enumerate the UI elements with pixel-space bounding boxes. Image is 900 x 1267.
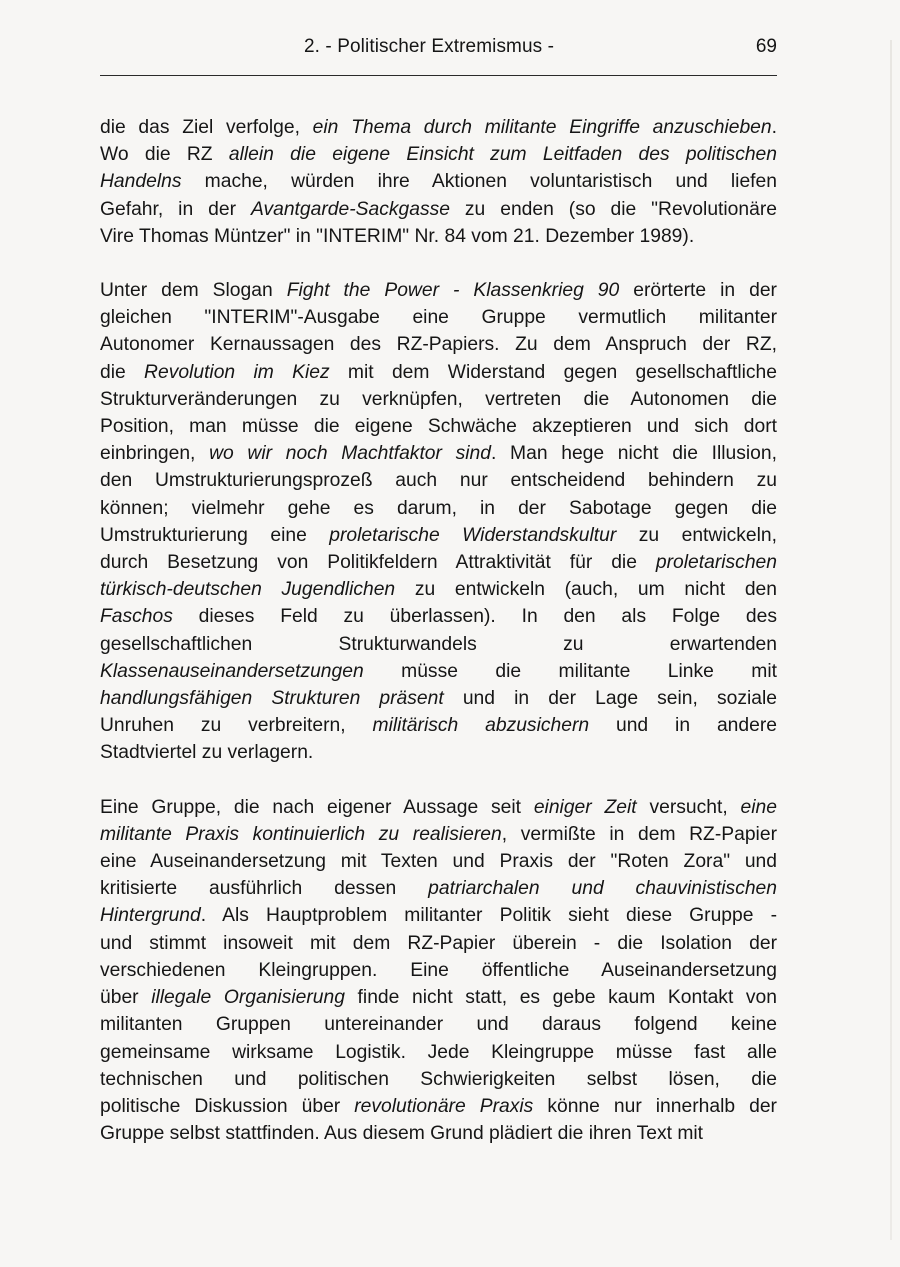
italic-text: militante Praxis kontinuierlich zu realisieren: [100, 823, 502, 845]
text-line: [100, 440, 777, 467]
text-run: und in der Lage sein, soziale: [443, 688, 777, 710]
text-line: [100, 576, 777, 603]
text-run: zu entwickeln (auch, um nicht den: [395, 579, 777, 601]
text-line: [100, 1066, 777, 1093]
text-line: [100, 304, 777, 331]
italic-text: patriarchalen und chauvinistischen: [428, 878, 778, 900]
text-run: und in andere: [589, 715, 777, 737]
text-line: [100, 549, 777, 576]
italic-text: proletarische Widerstandskultur: [329, 524, 617, 546]
text-run: mit dem Widerstand gegen gesellschaftliche: [329, 361, 777, 383]
paragraph: [100, 794, 777, 1148]
text-line: [100, 495, 777, 522]
text-line: [100, 712, 777, 739]
text-run: Wo die RZ: [100, 144, 229, 166]
italic-text: proletarischen: [655, 552, 777, 574]
italic-text: Revolution im Kiez: [144, 361, 330, 383]
text-line: [100, 196, 777, 223]
text-run: Vire Thomas Müntzer" in "INTERIM" Nr. 84 vom 21. Dezember 1989).: [100, 225, 695, 247]
italic-text: eine: [740, 796, 777, 818]
text-run: könne nur innerhalb der: [533, 1095, 777, 1117]
text-run: über: [100, 987, 152, 1009]
text-run: , vermißte in dem RZ-Papier: [501, 823, 777, 845]
text-run: erörterte in der: [619, 280, 777, 302]
text-line: [100, 331, 777, 358]
text-line: [100, 277, 777, 304]
italic-text: ein Thema durch militante Eingriffe anzuschieben: [312, 117, 772, 138]
chapter-title: 2. - Politischer Extremismus -: [304, 36, 555, 57]
page-number: 69: [755, 36, 777, 57]
paragraph: [100, 277, 777, 767]
text-run: Stadtviertel zu verlagern.: [100, 742, 314, 764]
text-line: [100, 794, 777, 821]
text-line: [100, 603, 777, 630]
text-run: . Man hege nicht die Illusion,: [491, 443, 777, 465]
text-line: [100, 902, 777, 929]
italic-text: Klassenauseinandersetzungen: [100, 660, 364, 682]
text-line: [100, 875, 777, 902]
page-edge-shadow: [890, 40, 892, 1240]
text-line: [100, 141, 777, 168]
italic-text: revolutionäre Praxis: [354, 1095, 534, 1117]
body-text: [100, 114, 777, 1147]
text-line: [100, 631, 777, 658]
text-run: .: [771, 117, 777, 138]
text-line: [100, 386, 777, 413]
text-run: Position, man müsse die eigene Schwäche akzeptieren und sich dort: [100, 416, 777, 438]
text-line: [100, 957, 777, 984]
text-line: [100, 984, 777, 1011]
text-run: verschiedenen Kleingruppen. Eine öffentliche Auseinandersetzung: [100, 959, 777, 981]
text-line: [100, 1093, 777, 1120]
text-run: und stimmt insoweit mit dem RZ-Papier überein - die Isolation der: [100, 932, 777, 954]
text-run: versucht,: [636, 796, 741, 818]
text-line: [100, 658, 777, 685]
running-header: [100, 36, 777, 64]
italic-text: Hintergrund: [100, 905, 201, 927]
paragraph: [100, 114, 777, 250]
text-run: Unruhen zu verbreitern,: [100, 715, 373, 737]
text-run: finde nicht statt, es gebe kaum Kontakt von: [344, 987, 777, 1009]
text-line: [100, 1120, 777, 1147]
text-run: müsse die militante Linke mit: [363, 660, 777, 682]
italic-text: militärisch abzusichern: [372, 715, 590, 737]
text-run: die: [100, 361, 145, 383]
text-line: [100, 359, 777, 386]
text-run: dieses Feld zu überlassen). In den als Folge des: [172, 606, 777, 628]
text-run: Strukturveränderungen zu verknüpfen, vertreten die Autonomen die: [100, 388, 777, 410]
text-run: gleichen "INTERIM"-Ausgabe eine Gruppe vermutlich militanter: [100, 307, 777, 329]
text-line: [100, 848, 777, 875]
italic-text: allein die eigene Einsicht zum Leitfaden des politischen: [228, 144, 778, 166]
header-rule: [100, 75, 777, 76]
text-run: Gefahr, in der: [100, 198, 251, 220]
italic-text: türkisch-deutschen Jugendlichen: [100, 579, 396, 601]
text-run: . Als Hauptproblem militanter Politik sieht diese Gruppe -: [200, 905, 777, 927]
text-run: zu entwickeln,: [616, 524, 777, 546]
text-run: kritisierte ausführlich dessen: [100, 878, 429, 900]
text-line: [100, 467, 777, 494]
text-run: einbringen,: [100, 443, 210, 465]
text-run: Unter dem Slogan: [100, 280, 287, 302]
italic-text: Faschos: [100, 606, 173, 628]
text-run: den Umstrukturierungsprozeß auch nur entscheidend behindern zu: [100, 470, 777, 492]
text-run: technischen und politischen Schwierigkeiten selbst lösen, die: [100, 1068, 777, 1090]
text-run: eine Auseinandersetzung mit Texten und Praxis der "Roten Zora" und: [100, 851, 777, 873]
text-run: Eine Gruppe, die nach eigener Aussage seit: [100, 796, 534, 818]
italic-text: Fight the Power - Klassenkrieg 90: [286, 280, 620, 302]
text-run: Gruppe selbst stattfinden. Aus diesem Grund plädiert die ihren Text mit: [100, 1123, 704, 1145]
text-run: militanten Gruppen untereinander und daraus folgend keine: [100, 1014, 777, 1036]
text-line: [100, 821, 777, 848]
italic-text: Handelns: [100, 171, 182, 193]
text-run: politische Diskussion über: [100, 1095, 355, 1117]
italic-text: illegale Organisierung: [151, 987, 345, 1009]
text-run: durch Besetzung von Politikfeldern Attraktivität für die: [100, 552, 656, 574]
text-line: [100, 114, 777, 141]
text-run: Umstrukturierung eine: [100, 524, 330, 546]
text-run: die das Ziel verfolge,: [100, 117, 313, 138]
text-line: [100, 522, 777, 549]
text-line: [100, 413, 777, 440]
italic-text: wo wir noch Machtfaktor sind: [209, 443, 491, 465]
text-line: [100, 1039, 777, 1066]
italic-text: handlungsfähigen Strukturen präsent: [100, 688, 444, 710]
text-run: können; vielmehr gehe es darum, in der Sabotage gegen die: [100, 497, 777, 519]
text-line: [100, 930, 777, 957]
text-run: zu enden (so die "Revolutionäre: [449, 198, 777, 220]
italic-text: einiger Zeit: [533, 796, 637, 818]
text-run: mache, würden ihre Aktionen voluntaristisch und liefen: [181, 171, 777, 193]
text-line: [100, 168, 777, 195]
italic-text: Avantgarde-Sackgasse: [250, 198, 450, 220]
text-line: [100, 685, 777, 712]
text-line: [100, 223, 777, 250]
text-run: gemeinsame wirksame Logistik. Jede Kleingruppe müsse fast alle: [100, 1041, 777, 1063]
text-run: Autonomer Kernaussagen des RZ-Papiers. Zu dem Anspruch der RZ,: [100, 334, 777, 356]
text-line: [100, 1011, 777, 1038]
text-run: gesellschaftlichen Strukturwandels zu erwartenden: [100, 633, 777, 655]
text-line: [100, 739, 777, 766]
